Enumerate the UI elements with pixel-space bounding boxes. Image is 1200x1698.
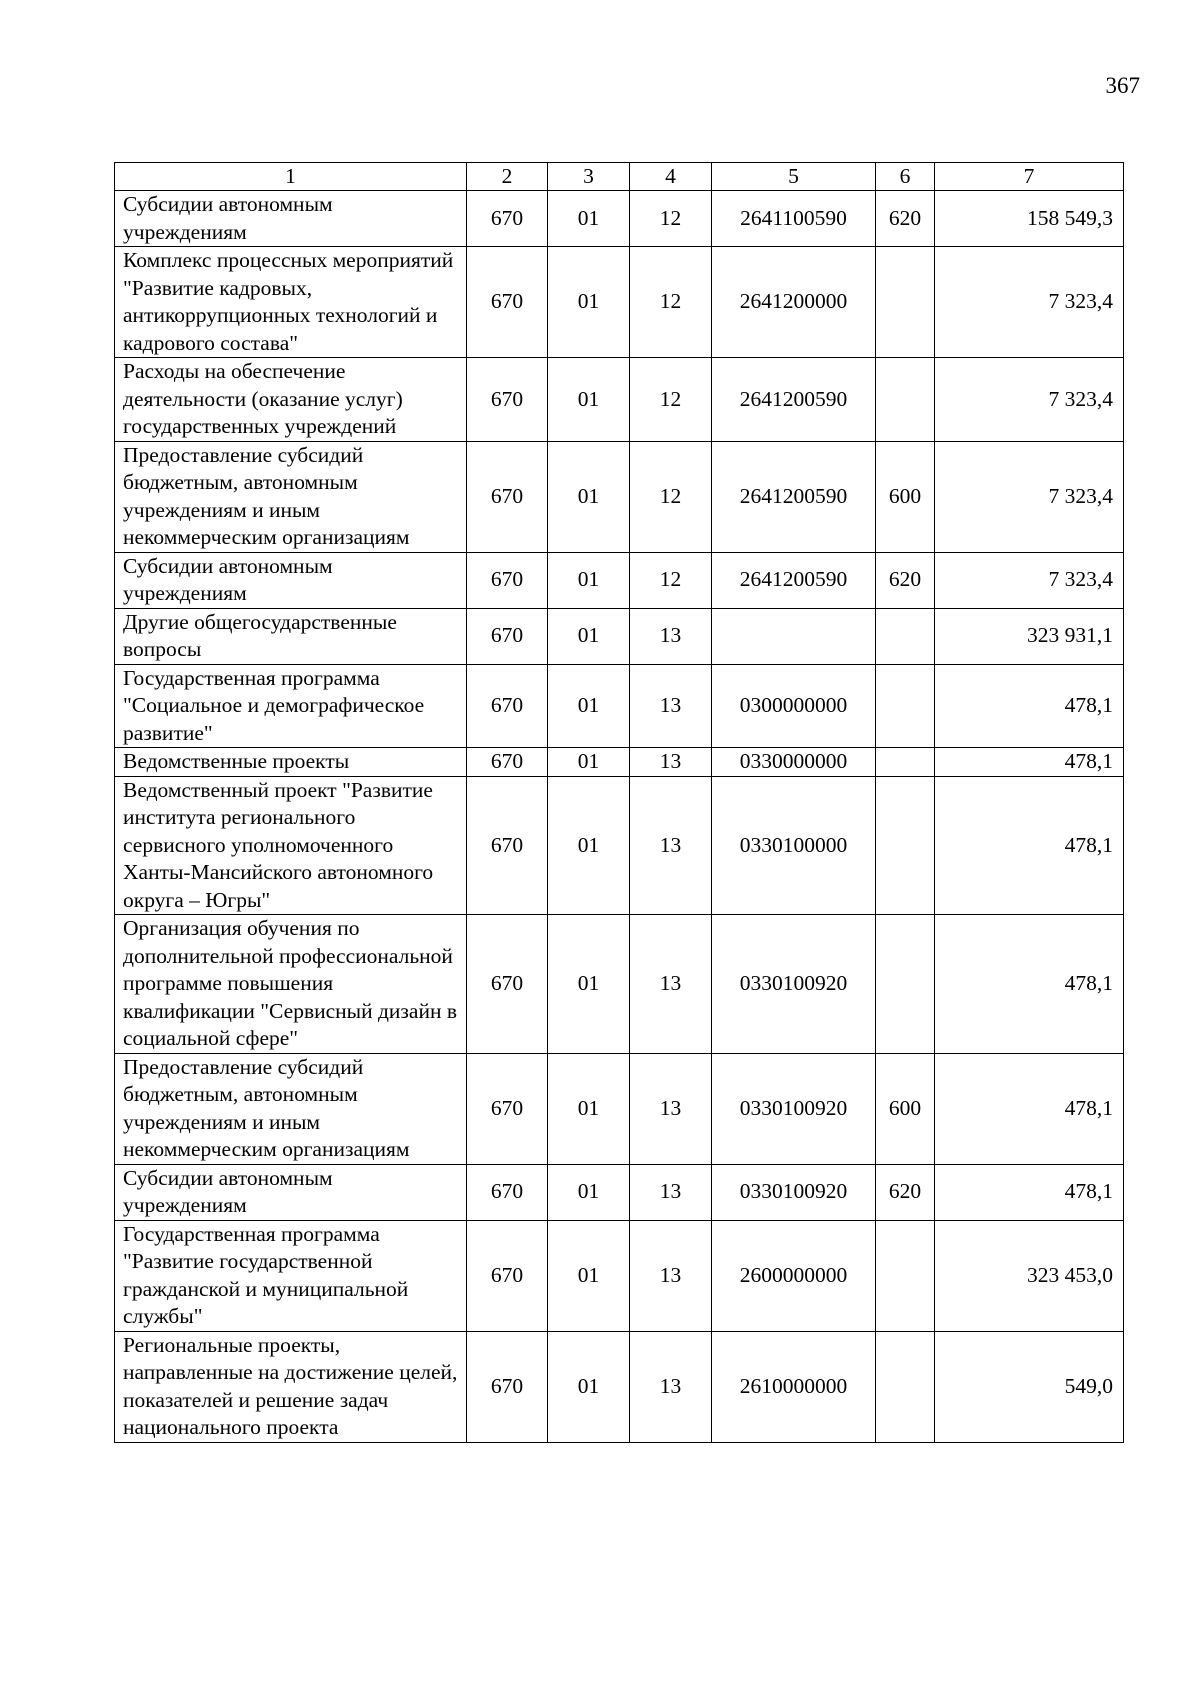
table-row — [115, 776, 1124, 915]
table-row — [115, 1053, 1124, 1164]
code-cell: 670 — [467, 247, 548, 358]
target-article-cell: 0330100000 — [712, 776, 876, 915]
amount-cell: 323 931,1 — [935, 608, 1124, 664]
section-cell: 01 — [548, 608, 630, 664]
code-cell: 670 — [467, 915, 548, 1054]
table-row — [115, 1164, 1124, 1220]
amount-cell: 478,1 — [935, 1053, 1124, 1164]
section-cell: 01 — [548, 1220, 630, 1331]
section-cell: 01 — [548, 748, 630, 777]
row-name-cell: Другие общегосударственные вопросы — [115, 608, 467, 664]
table-row — [115, 552, 1124, 608]
amount-cell: 323 453,0 — [935, 1220, 1124, 1331]
column-header: 4 — [630, 163, 712, 191]
code-cell: 670 — [467, 552, 548, 608]
subsection-cell: 13 — [630, 776, 712, 915]
section-cell: 01 — [548, 191, 630, 247]
section-cell: 01 — [548, 915, 630, 1054]
row-name-cell: Предоставление субсидий бюджетным, автономным учреждениям и иным некоммерческим организациям — [115, 1053, 467, 1164]
row-name-cell: Государственная программа "Развитие государственной гражданской и муниципальной службы" — [115, 1220, 467, 1331]
row-name-cell: Региональные проекты, направленные на достижение целей, показателей и решение задач национального проекта — [115, 1331, 467, 1442]
row-name-cell: Расходы на обеспечение деятельности (оказание услуг) государственных учреждений — [115, 358, 467, 442]
target-article-cell: 2641200590 — [712, 441, 876, 552]
code-cell: 670 — [467, 664, 548, 748]
table-row — [115, 1220, 1124, 1331]
subsection-cell: 13 — [630, 748, 712, 777]
amount-cell: 7 323,4 — [935, 358, 1124, 442]
section-cell: 01 — [548, 776, 630, 915]
table-header-row — [115, 163, 1124, 191]
subsection-cell: 12 — [630, 441, 712, 552]
expense-type-cell — [876, 1331, 935, 1442]
code-cell: 670 — [467, 748, 548, 777]
code-cell: 670 — [467, 1164, 548, 1220]
expense-type-cell — [876, 1220, 935, 1331]
row-name-cell: Ведомственный проект "Развитие института регионального сервисного уполномоченного Ханты-Мансийского автономного округа – Югры" — [115, 776, 467, 915]
column-header: 5 — [712, 163, 876, 191]
subsection-cell: 13 — [630, 1164, 712, 1220]
code-cell: 670 — [467, 776, 548, 915]
column-header: 3 — [548, 163, 630, 191]
amount-cell: 478,1 — [935, 1164, 1124, 1220]
table-row — [115, 191, 1124, 247]
row-name-cell: Субсидии автономным учреждениям — [115, 552, 467, 608]
subsection-cell: 12 — [630, 191, 712, 247]
expense-type-cell — [876, 664, 935, 748]
target-article-cell: 2641200590 — [712, 552, 876, 608]
section-cell: 01 — [548, 1331, 630, 1442]
amount-cell: 7 323,4 — [935, 552, 1124, 608]
subsection-cell: 13 — [630, 1220, 712, 1331]
amount-cell: 549,0 — [935, 1331, 1124, 1442]
amount-cell: 478,1 — [935, 776, 1124, 915]
amount-cell: 158 549,3 — [935, 191, 1124, 247]
amount-cell: 478,1 — [935, 748, 1124, 777]
target-article-cell: 2600000000 — [712, 1220, 876, 1331]
table-row — [115, 441, 1124, 552]
target-article-cell: 0330100920 — [712, 1053, 876, 1164]
subsection-cell: 13 — [630, 608, 712, 664]
table-row — [115, 915, 1124, 1054]
expense-type-cell — [876, 748, 935, 777]
page-number: 367 — [1105, 73, 1140, 98]
target-article-cell: 0330000000 — [712, 748, 876, 777]
target-article-cell: 0330100920 — [712, 1164, 876, 1220]
expense-type-cell: 600 — [876, 441, 935, 552]
section-cell: 01 — [548, 1164, 630, 1220]
target-article-cell: 2641100590 — [712, 191, 876, 247]
row-name-cell: Субсидии автономным учреждениям — [115, 1164, 467, 1220]
section-cell: 01 — [548, 247, 630, 358]
column-header: 2 — [467, 163, 548, 191]
subsection-cell: 12 — [630, 247, 712, 358]
expense-type-cell — [876, 358, 935, 442]
amount-cell: 478,1 — [935, 915, 1124, 1054]
amount-cell: 7 323,4 — [935, 247, 1124, 358]
code-cell: 670 — [467, 441, 548, 552]
target-article-cell: 0300000000 — [712, 664, 876, 748]
code-cell: 670 — [467, 1220, 548, 1331]
subsection-cell: 13 — [630, 915, 712, 1054]
subsection-cell: 13 — [630, 1331, 712, 1442]
expense-type-cell: 600 — [876, 1053, 935, 1164]
row-name-cell: Комплекс процессных мероприятий "Развитие кадровых, антикоррупционных технологий и кадрового состава" — [115, 247, 467, 358]
row-name-cell: Государственная программа "Социальное и демографическое развитие" — [115, 664, 467, 748]
code-cell: 670 — [467, 608, 548, 664]
row-name-cell: Субсидии автономным учреждениям — [115, 191, 467, 247]
table-row — [115, 1331, 1124, 1442]
row-name-cell: Организация обучения по дополнительной профессиональной программе повышения квалификации "Сервисный дизайн в социальной сфере" — [115, 915, 467, 1054]
section-cell: 01 — [548, 664, 630, 748]
section-cell: 01 — [548, 1053, 630, 1164]
target-article-cell: 2610000000 — [712, 1331, 876, 1442]
subsection-cell: 13 — [630, 664, 712, 748]
column-header: 6 — [876, 163, 935, 191]
column-header: 1 — [115, 163, 467, 191]
expense-type-cell: 620 — [876, 552, 935, 608]
section-cell: 01 — [548, 358, 630, 442]
expense-type-cell: 620 — [876, 1164, 935, 1220]
expense-type-cell — [876, 247, 935, 358]
target-article-cell: 2641200000 — [712, 247, 876, 358]
code-cell: 670 — [467, 191, 548, 247]
table-row — [115, 608, 1124, 664]
target-article-cell: 0330100920 — [712, 915, 876, 1054]
section-cell: 01 — [548, 552, 630, 608]
code-cell: 670 — [467, 1053, 548, 1164]
table-row — [115, 748, 1124, 777]
expense-type-cell — [876, 915, 935, 1054]
expense-type-cell — [876, 776, 935, 915]
subsection-cell: 12 — [630, 552, 712, 608]
section-cell: 01 — [548, 441, 630, 552]
code-cell: 670 — [467, 1331, 548, 1442]
table-row — [115, 247, 1124, 358]
table-row — [115, 664, 1124, 748]
column-header: 7 — [935, 163, 1124, 191]
target-article-cell — [712, 608, 876, 664]
target-article-cell: 2641200590 — [712, 358, 876, 442]
subsection-cell: 13 — [630, 1053, 712, 1164]
row-name-cell: Предоставление субсидий бюджетным, автономным учреждениям и иным некоммерческим организациям — [115, 441, 467, 552]
subsection-cell: 12 — [630, 358, 712, 442]
expense-type-cell: 620 — [876, 191, 935, 247]
amount-cell: 478,1 — [935, 664, 1124, 748]
code-cell: 670 — [467, 358, 548, 442]
budget-table — [114, 162, 1124, 1443]
table-row — [115, 358, 1124, 442]
amount-cell: 7 323,4 — [935, 441, 1124, 552]
row-name-cell: Ведомственные проекты — [115, 748, 467, 777]
expense-type-cell — [876, 608, 935, 664]
